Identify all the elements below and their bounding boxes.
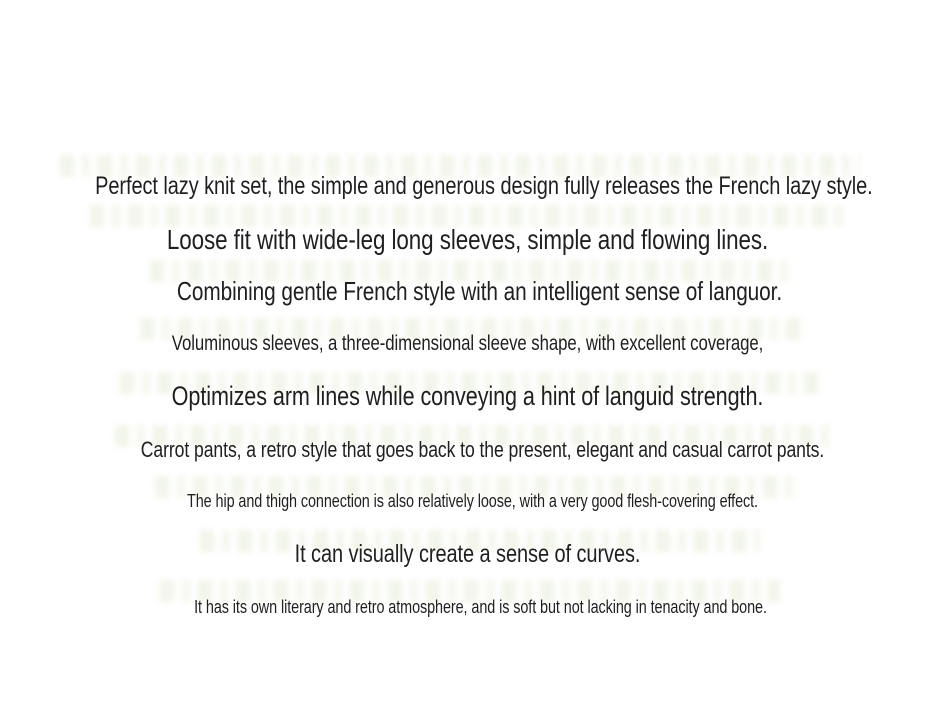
description-line-7: The hip and thigh connection is also relatively loose, with a very good flesh-covering effect. [187, 491, 758, 511]
description-line-2: Loose fit with wide-leg long sleeves, simple and flowing lines. [166, 224, 769, 255]
description-line-1: Perfect lazy knit set, the simple and generous design fully releases the French lazy style. [95, 172, 873, 200]
description-line-9: It has its own literary and retro atmosphere, and is soft but not lacking in tenacity and bone. [194, 597, 767, 617]
description-line-6: Carrot pants, a retro style that goes back to the present, elegant and casual carrot pants. [140, 437, 825, 462]
description-line-3: Combining gentle French style with an intelligent sense of languor. [176, 276, 783, 306]
description-line-4: Voluminous sleeves, a three-dimensional sleeve shape, with excellent coverage, [171, 332, 764, 355]
description-line-8: It can visually create a sense of curves. [294, 540, 641, 568]
description-line-5: Optimizes arm lines while conveying a hint of languid strength. [171, 381, 764, 411]
